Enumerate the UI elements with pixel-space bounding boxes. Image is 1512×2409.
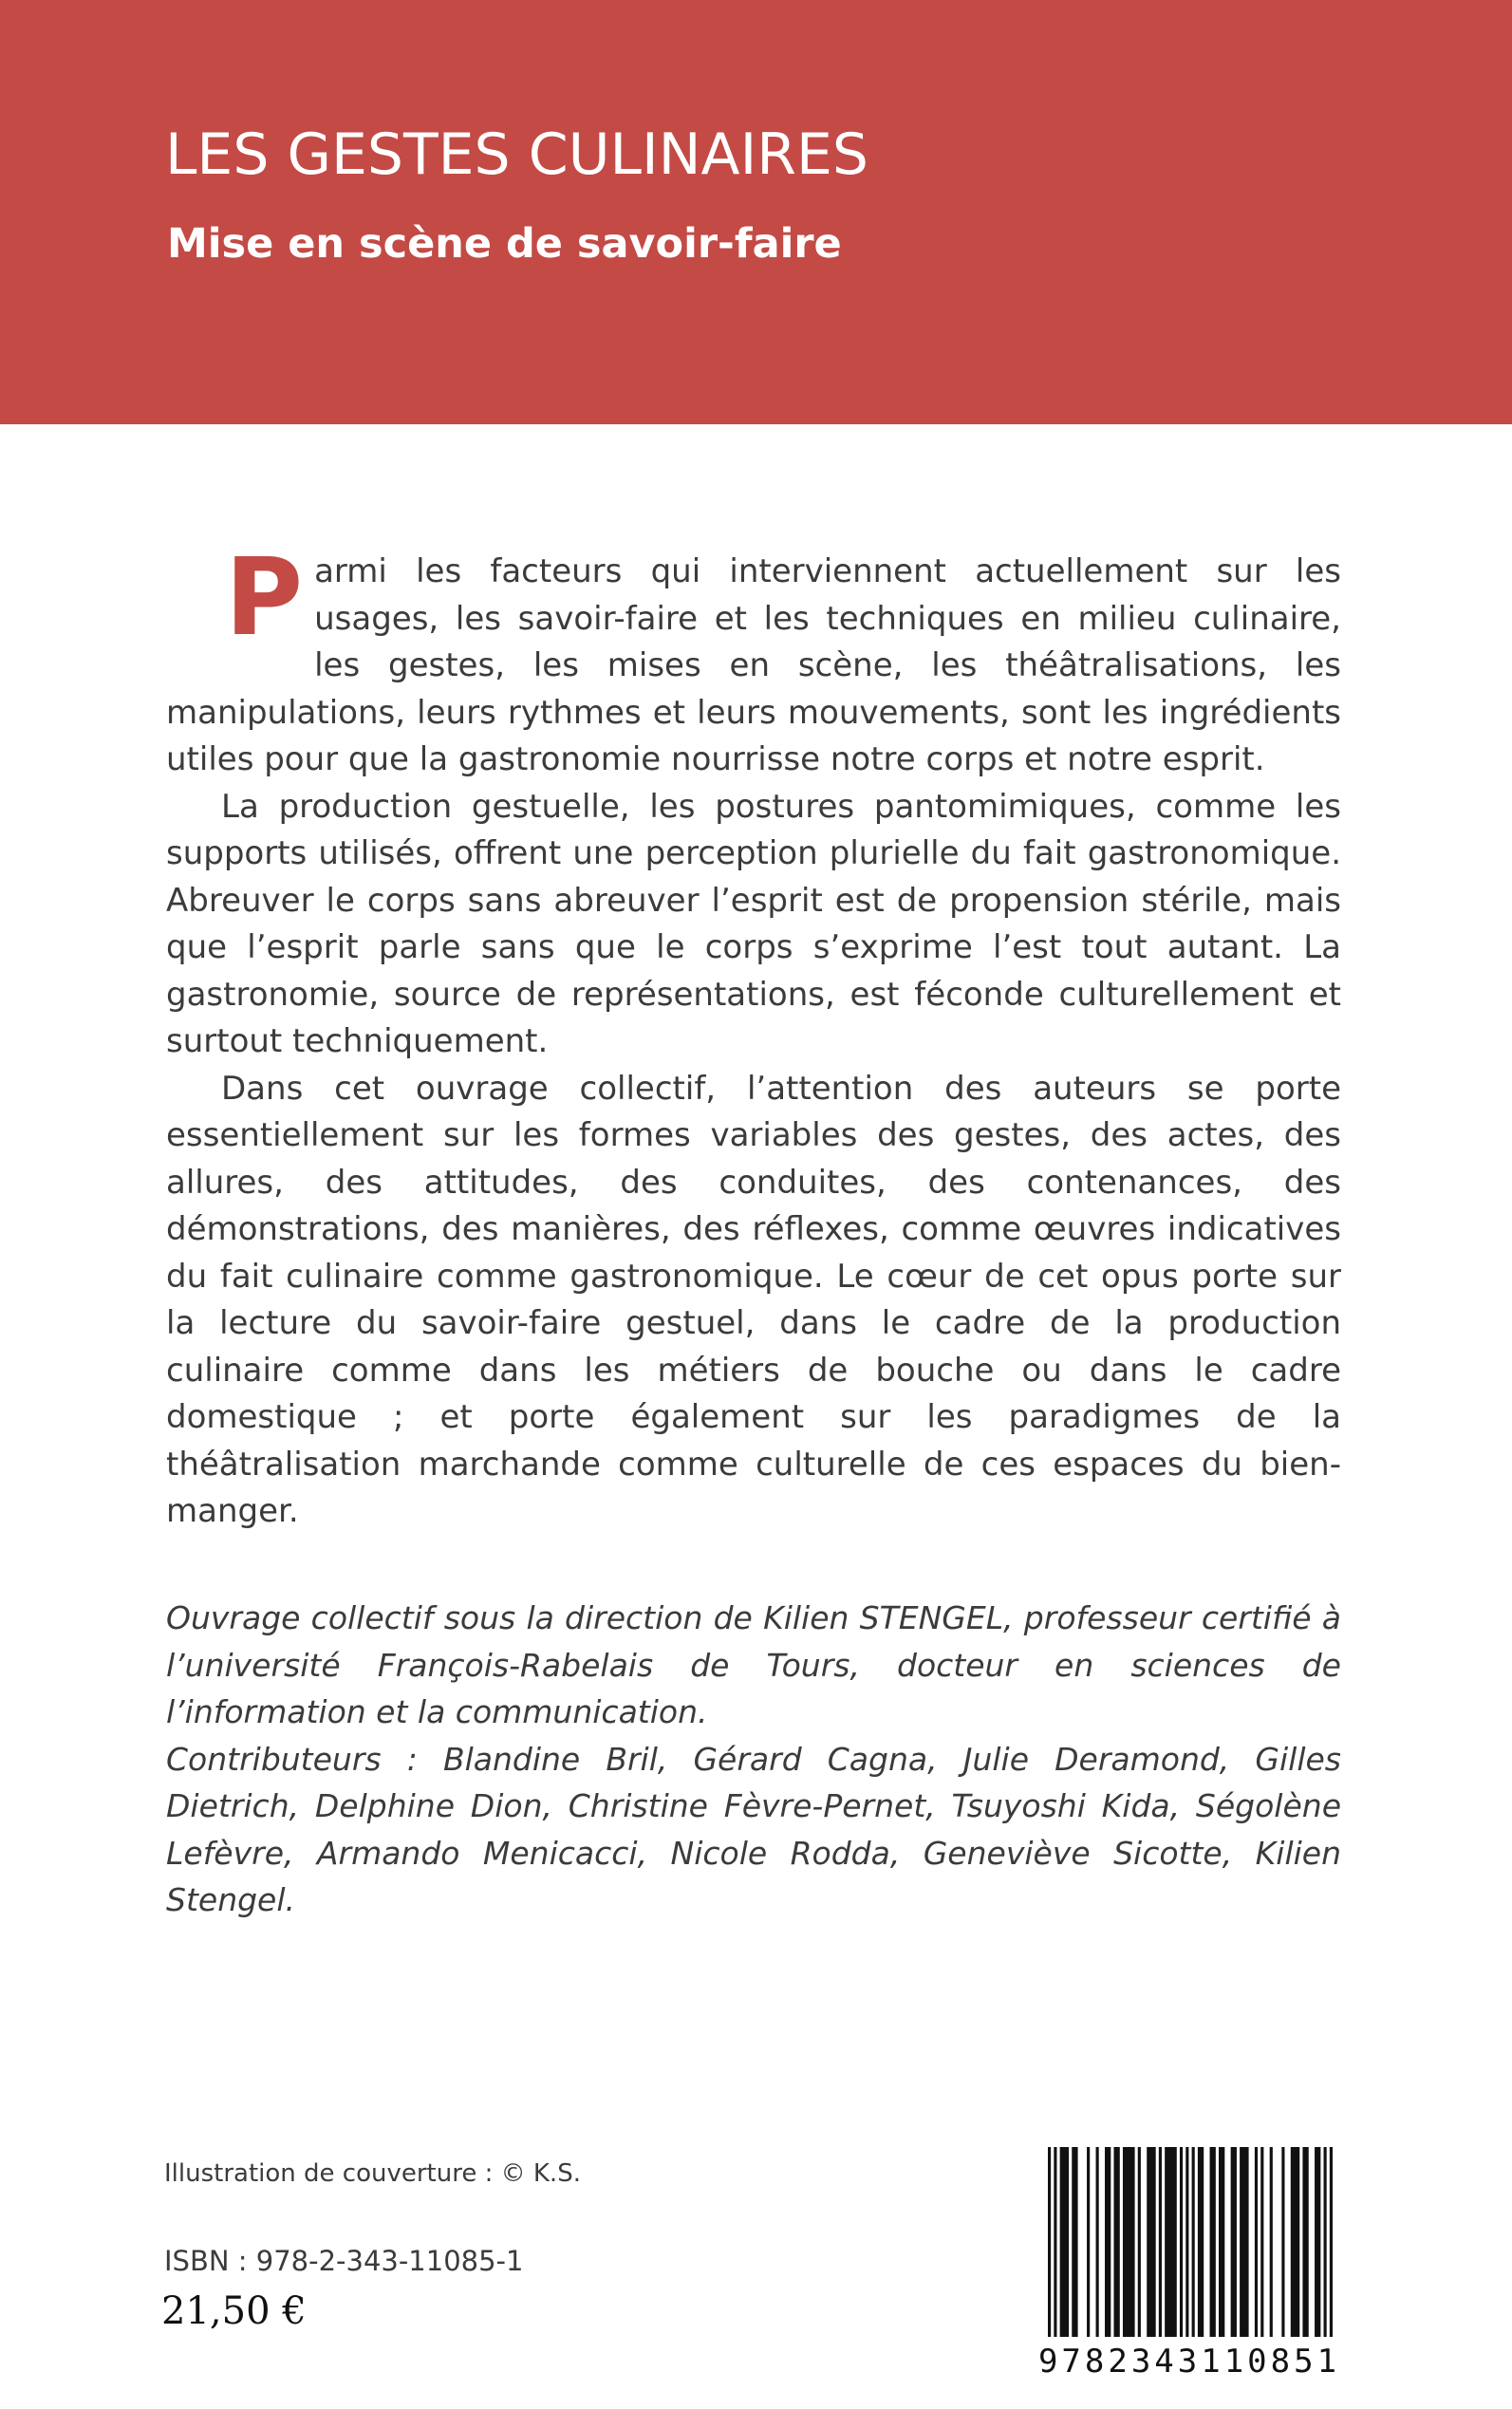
barcode-bar bbox=[1260, 2147, 1263, 2337]
book-subtitle: Mise en scène de savoir-faire bbox=[167, 220, 842, 268]
barcode-digits: 9782343110851 bbox=[1037, 2343, 1341, 2381]
blurb-paragraph-2: La production gestuelle, les postures pantomimiques, comme les supports utilisés, offrent une perception plurielle du fait gastronomique. Abreuver le corps sans abreuver l’esprit est de propension stérile, mais que l’esprit parle sans que le corps s’exprime l’est tout autant. La gastronomie, source de représentations, est féconde culturellement et surtout techniquement. bbox=[166, 787, 1341, 1060]
barcode-bar bbox=[1210, 2147, 1216, 2337]
barcode-bar bbox=[1291, 2147, 1299, 2337]
barcode-bar bbox=[1123, 2147, 1135, 2337]
barcode-bar bbox=[1105, 2147, 1111, 2337]
barcode-bar bbox=[1147, 2147, 1155, 2337]
barcode-bars bbox=[1048, 2147, 1333, 2344]
illustration-credit: Illustration de couverture : © K.S. bbox=[164, 2159, 581, 2188]
barcode-bar bbox=[1165, 2147, 1177, 2337]
blurb-paragraph-3: Dans cet ouvrage collectif, l’attention des auteurs se porte essentiellement sur les formes variables des gestes, des actes, des allures, des attitudes, des conduites, des contenances, des démonstrations, des manières, des réflexes, comme œuvres indicatives du fait culinaire comme gastronomique. Le cœur de cet opus porte sur la lecture du savoir-faire gestuel, dans le cadre de la production culinaire comme dans les métiers de bouche ou dans le cadre domestique ; et porte également sur les paradigmes de la théâtralisation marchande comme culturelle de ces espaces du bien-manger. bbox=[166, 1069, 1341, 1530]
barcode-bar bbox=[1330, 2147, 1333, 2337]
barcode-bar bbox=[1255, 2147, 1258, 2337]
barcode-bar bbox=[1060, 2147, 1069, 2337]
barcode-bar bbox=[1072, 2147, 1077, 2337]
header-band bbox=[0, 0, 1512, 424]
drop-cap: P bbox=[225, 536, 304, 660]
credits bbox=[166, 1595, 1341, 1924]
barcode-bar bbox=[1096, 2147, 1099, 2337]
barcode-bar bbox=[1219, 2147, 1224, 2337]
barcode-bar bbox=[1198, 2147, 1204, 2337]
barcode-bar bbox=[1231, 2147, 1237, 2337]
barcode-bar bbox=[1087, 2147, 1090, 2337]
blurb-paragraph-1 bbox=[166, 536, 1341, 784]
barcode-bar bbox=[1302, 2147, 1308, 2337]
barcode-bar bbox=[1270, 2147, 1273, 2337]
barcode-bar bbox=[1180, 2147, 1183, 2337]
back-cover-blurb bbox=[166, 536, 1341, 1536]
barcode-bar bbox=[1185, 2147, 1188, 2337]
barcode-bar bbox=[1281, 2147, 1284, 2337]
barcode-bar bbox=[1054, 2147, 1056, 2337]
isbn: ISBN : 978-2-343-11085-1 bbox=[164, 2245, 524, 2277]
barcode-bar bbox=[1192, 2147, 1195, 2337]
book-title: LES GESTES CULINAIRES bbox=[165, 121, 868, 188]
contributors-list: Contributeurs : Blandine Bril, Gérard Cagna, Julie Deramond, Gilles Dietrich, Delphine Dion, Christine Fèvre-Pernet, Tsuyoshi Kida, Ségolène Lefèvre, Armando Menicacci, Nicole Rodda, Geneviève Sicotte, Kilien Stengel. bbox=[166, 1740, 1341, 1918]
barcode-bar bbox=[1240, 2147, 1248, 2337]
price: 21,50 € bbox=[161, 2289, 307, 2333]
barcode-bar bbox=[1113, 2147, 1119, 2337]
barcode-bar bbox=[1159, 2147, 1162, 2337]
barcode-bar bbox=[1138, 2147, 1141, 2337]
blurb-paragraph-1-text: armi les facteurs qui interviennent actuellement sur les usages, les savoir-faire et les techniques en milieu culinaire, les gestes, les mises en scène, les théâtralisations, les manipulations, leurs rythmes et leurs mouvements, sont les ingrédients utiles pour que la gastronomie nourrisse notre corps et notre esprit. bbox=[166, 552, 1341, 778]
barcode bbox=[1033, 2147, 1346, 2382]
barcode-bar bbox=[1324, 2147, 1327, 2337]
barcode-bar bbox=[1315, 2147, 1320, 2337]
editor-credit: Ouvrage collectif sous la direction de Kilien STENGEL, professeur certifié à l’université François-Rabelais de Tours, docteur en sciences de l’information et la communication. bbox=[166, 1599, 1341, 1730]
barcode-bar bbox=[1048, 2147, 1051, 2337]
